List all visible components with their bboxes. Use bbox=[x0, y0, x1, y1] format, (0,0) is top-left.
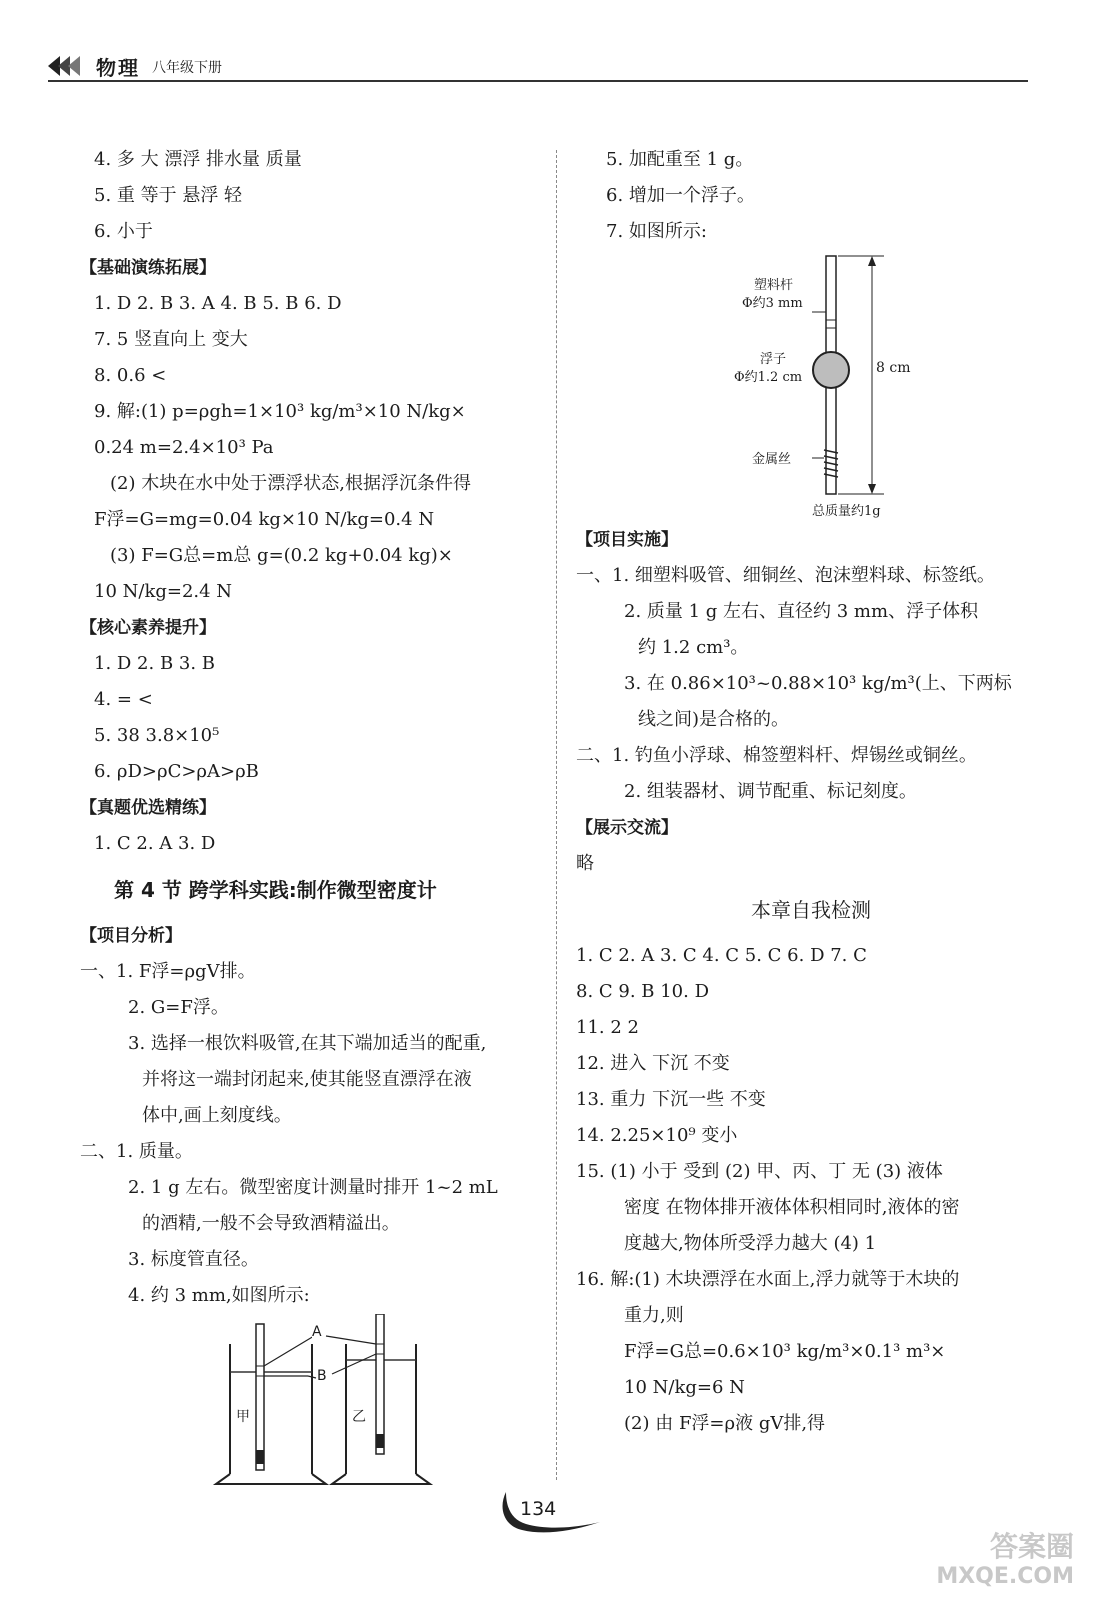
label-yi: 乙 bbox=[352, 1409, 366, 1425]
answer-line: 8. C 9. B 10. D bbox=[576, 981, 710, 1002]
mass-label: 总质量约1g bbox=[812, 504, 881, 519]
answer-line: 2. 组装器材、调节配重、标记刻度。 bbox=[624, 781, 917, 802]
section-heading: 【展示交流】 bbox=[576, 818, 678, 838]
header-rule bbox=[48, 80, 1028, 82]
answer-line: 线之间)是合格的。 bbox=[638, 709, 790, 730]
answer-line: 二、1. 质量。 bbox=[80, 1141, 193, 1162]
section-title: 第 4 节 跨学科实践:制作微型密度计 bbox=[114, 878, 437, 902]
answer-line: F浮=G总=0.6×10³ kg/m³×0.1³ m³× bbox=[624, 1341, 946, 1362]
answer-line: 1. C 2. A 3. C 4. C 5. C 6. D 7. C bbox=[576, 945, 867, 966]
wire-label: 金属丝 bbox=[752, 452, 792, 467]
answer-line: 0.24 m=2.4×10³ Pa bbox=[94, 437, 274, 458]
right-column bbox=[576, 142, 1036, 1442]
label-a: A bbox=[312, 1324, 322, 1340]
section-heading: 【真题优选精练】 bbox=[80, 798, 216, 818]
answer-line: 8. 0.6 < bbox=[94, 365, 167, 386]
answer-line: 2. G=F浮。 bbox=[128, 997, 229, 1018]
answer-line: 3. 选择一根饮料吸管,在其下端加适当的配重, bbox=[128, 1033, 487, 1054]
column-divider bbox=[556, 150, 557, 1480]
answer-line: 4. = < bbox=[94, 689, 153, 710]
header-subject: 物理 bbox=[96, 56, 140, 80]
answer-line: 密度 在物体排开液体体积相同时,液体的密 bbox=[624, 1197, 960, 1218]
answer-line: 9. 解:(1) p=ρgh=1×10³ kg/m³×10 N/kg× bbox=[94, 401, 466, 422]
answer-line: 1. D 2. B 3. A 4. B 5. B 6. D bbox=[94, 293, 342, 314]
answer-line: 6. ρD>ρC>ρA>ρB bbox=[94, 761, 259, 782]
answer-line: 7. 5 竖直向上 变大 bbox=[94, 329, 248, 350]
answer-line: 11. 2 2 bbox=[576, 1017, 639, 1038]
beaker-diagram bbox=[80, 1314, 542, 1492]
answer-line: 5. 38 3.8×10⁵ bbox=[94, 725, 220, 746]
answer-line: 2. 质量 1 g 左右、直径约 3 mm、浮子体积 bbox=[624, 601, 979, 622]
rod-label: 塑料杆 bbox=[754, 278, 794, 293]
section-heading: 【基础演练拓展】 bbox=[80, 258, 216, 278]
answer-line: 6. 增加一个浮子。 bbox=[606, 185, 755, 206]
answer-line: 14. 2.25×10⁹ 变小 bbox=[576, 1125, 738, 1146]
watermark bbox=[936, 1532, 1074, 1592]
answer-line: 6. 小于 bbox=[94, 221, 153, 242]
answer-line: 体中,画上刻度线。 bbox=[142, 1105, 292, 1126]
watermark-line2: MXQE.COM bbox=[936, 1564, 1074, 1589]
float-dim: Φ约1.2 cm bbox=[734, 370, 803, 385]
answer-line: 15. (1) 小于 受到 (2) 甲、丙、丁 无 (3) 液体 bbox=[576, 1161, 943, 1182]
answer-line: 12. 进入 下沉 不变 bbox=[576, 1053, 730, 1074]
answer-line: 一、1. F浮=ρgV排。 bbox=[80, 961, 256, 982]
answer-line: (2) 由 F浮=ρ液 gV排,得 bbox=[624, 1413, 826, 1434]
answer-line: 1. C 2. A 3. D bbox=[94, 833, 216, 854]
rod-dim: Φ约3 mm bbox=[742, 296, 803, 311]
project-implementation-block bbox=[576, 522, 1036, 882]
answer-line: 1. D 2. B 3. B bbox=[94, 653, 216, 674]
answer-line: 3. 在 0.86×10³~0.88×10³ kg/m³(上、下两标 bbox=[624, 673, 1012, 694]
page-header bbox=[48, 50, 1028, 84]
answer-line: 13. 重力 下沉一些 不变 bbox=[576, 1089, 766, 1110]
hydrometer-diagram bbox=[576, 250, 1036, 522]
answer-line: (3) F=G总=m总 g=(0.2 kg+0.04 kg)× bbox=[110, 545, 453, 566]
left-column bbox=[80, 142, 542, 1492]
answer-line: 二、1. 钓鱼小浮球、棉签塑料杆、焊锡丝或铜丝。 bbox=[576, 745, 977, 766]
answer-line: 度越大,物体所受浮力越大 (4) 1 bbox=[624, 1233, 877, 1254]
answer-line: 4. 约 3 mm,如图所示: bbox=[128, 1285, 310, 1306]
label-b: B bbox=[317, 1368, 327, 1384]
chapter-test-answers bbox=[576, 938, 1036, 1442]
page-number: 134 bbox=[520, 1498, 557, 1520]
height-label: 8 cm bbox=[876, 360, 911, 376]
left-answer-block bbox=[80, 142, 542, 862]
answer-line: 略 bbox=[576, 853, 594, 874]
float-label: 浮子 bbox=[760, 352, 787, 367]
answer-line: 4. 多 大 漂浮 排水量 质量 bbox=[94, 149, 302, 170]
label-jia: 甲 bbox=[236, 1409, 250, 1425]
chapter-test-title: 本章自我检测 bbox=[751, 898, 871, 922]
answer-line: 10 N/kg=2.4 N bbox=[94, 581, 233, 602]
watermark-line1: 答案圈 bbox=[989, 1530, 1074, 1563]
page-footer bbox=[496, 1488, 606, 1538]
answer-line: 5. 加配重至 1 g。 bbox=[606, 149, 754, 170]
answer-line: 一、1. 细塑料吸管、细铜丝、泡沫塑料球、标签纸。 bbox=[576, 565, 995, 586]
answer-line: 的酒精,一般不会导致酒精溢出。 bbox=[142, 1213, 400, 1234]
project-analysis-block bbox=[80, 918, 542, 1314]
answer-line: 7. 如图所示: bbox=[606, 221, 707, 242]
hydrometer-figure bbox=[576, 250, 1036, 522]
answer-line: 并将这一端封闭起来,使其能竖直漂浮在液 bbox=[142, 1069, 472, 1090]
answer-line: 重力,则 bbox=[624, 1305, 684, 1326]
answer-line: 5. 重 等于 悬浮 轻 bbox=[94, 185, 243, 206]
answer-line: 10 N/kg=6 N bbox=[624, 1377, 745, 1398]
header-arrows-icon bbox=[48, 54, 88, 78]
answer-line: F浮=G=mg=0.04 kg×10 N/kg=0.4 N bbox=[94, 509, 435, 530]
answer-line: 16. 解:(1) 木块漂浮在水面上,浮力就等于木块的 bbox=[576, 1269, 960, 1290]
answer-line: (2) 木块在水中处于漂浮状态,根据浮沉条件得 bbox=[110, 473, 471, 494]
section-heading: 【项目分析】 bbox=[80, 926, 182, 946]
section-heading: 【项目实施】 bbox=[576, 530, 678, 550]
answer-line: 2. 1 g 左右。微型密度计测量时排开 1~2 mL bbox=[128, 1177, 498, 1198]
header-grade: 八年级下册 bbox=[152, 60, 222, 76]
answer-line: 3. 标度管直径。 bbox=[128, 1249, 259, 1270]
section-heading: 【核心素养提升】 bbox=[80, 618, 216, 638]
right-answer-block bbox=[576, 142, 1036, 250]
beaker-figure bbox=[80, 1314, 542, 1492]
answer-line: 约 1.2 cm³。 bbox=[638, 637, 749, 658]
